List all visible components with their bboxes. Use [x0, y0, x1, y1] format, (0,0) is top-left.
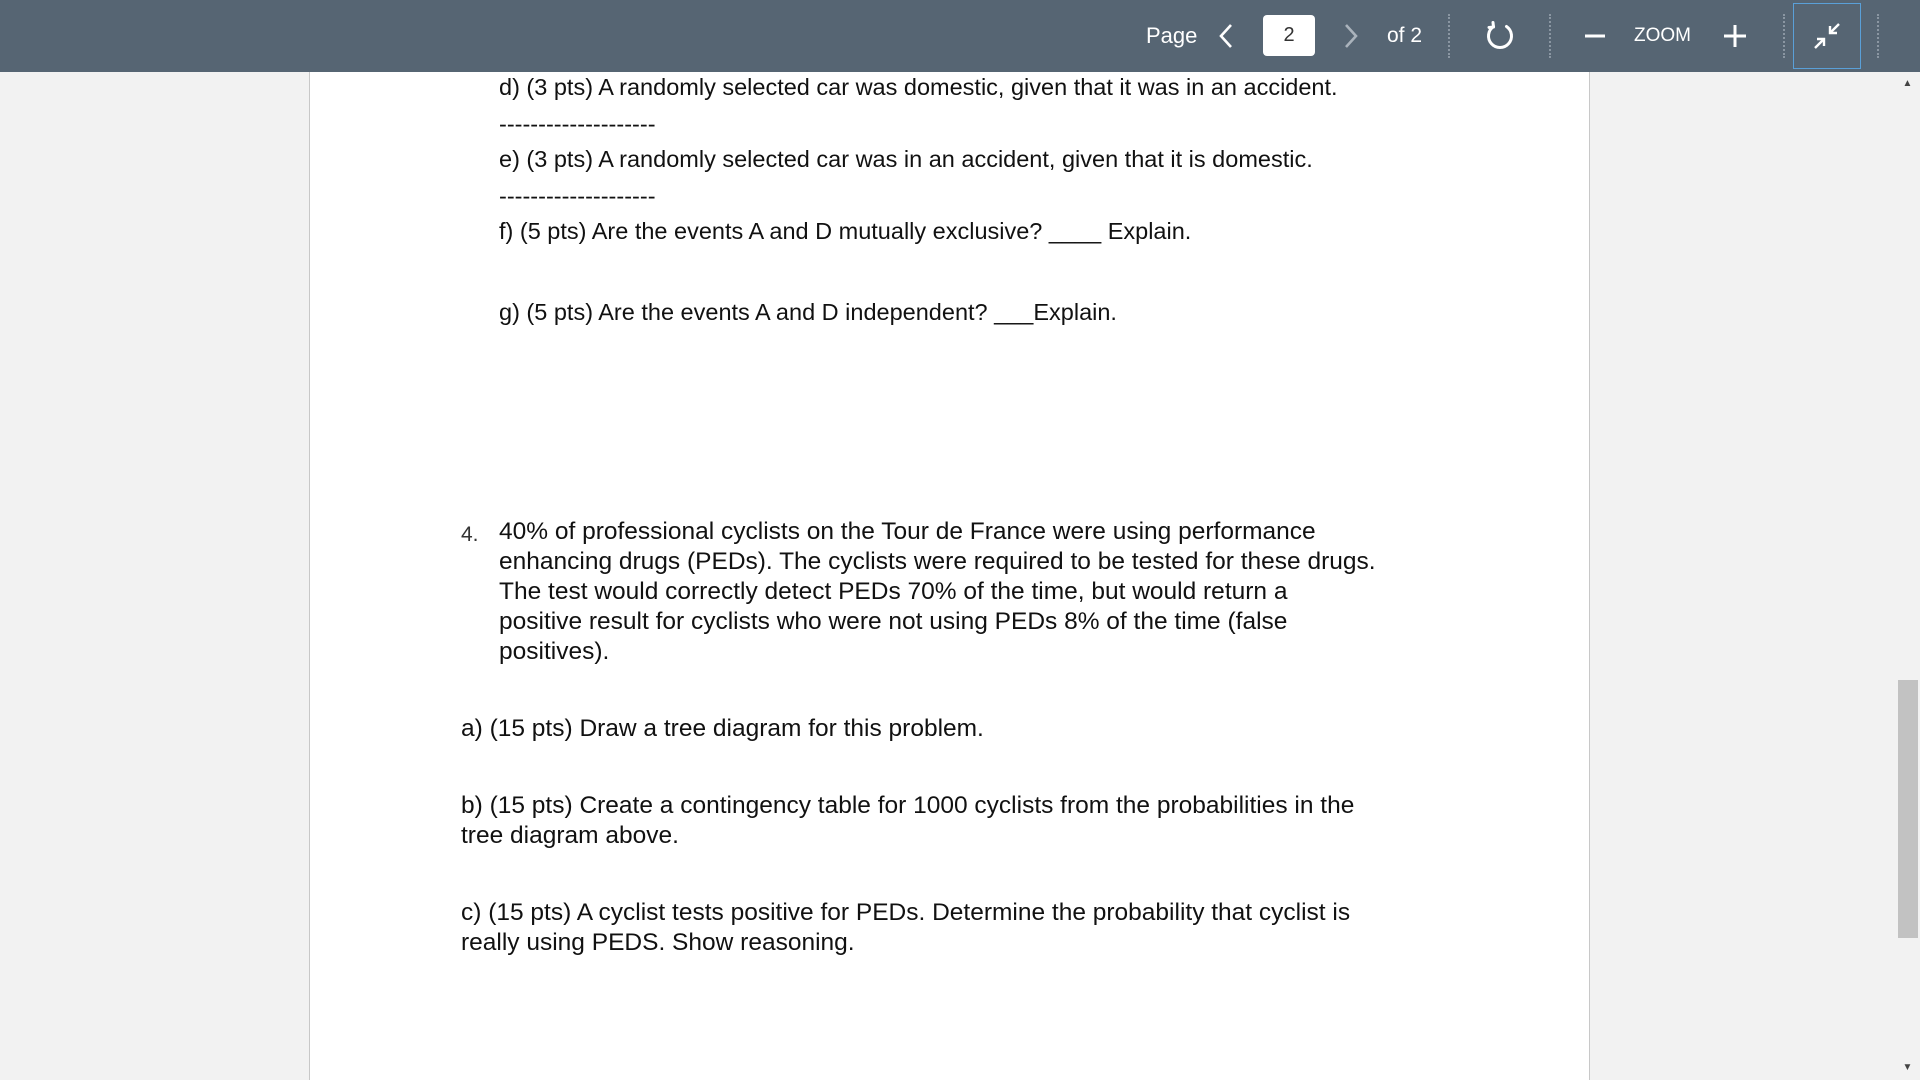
zoom-in-button[interactable] — [1720, 0, 1750, 72]
rotate-icon — [1484, 20, 1516, 52]
question-4-text: 40% of professional cyclists on the Tour de France were using performance enhancing drugs (PEDs). The cyclists were required to be tested for these drugs. The test would correctly detect PEDs 70% of the time, but would return a positive result for cyclists who were not using PEDs 8% of the time (false positives). — [499, 518, 1376, 665]
question-3d: d) (3 pts) A randomly selected car was domestic, given that it was in an accident. — [499, 74, 1338, 100]
document-page — [309, 72, 1590, 1080]
vertical-scrollbar[interactable] — [1895, 72, 1920, 1080]
page-count-label: of 2 — [1387, 24, 1423, 47]
answer-blank: -------------------- — [499, 111, 656, 137]
zoom-label: ZOOM — [1634, 25, 1691, 46]
scroll-up-icon[interactable]: ▲ — [1902, 78, 1913, 89]
chevron-left-icon — [1218, 23, 1234, 49]
zoom-out-button[interactable] — [1580, 0, 1610, 72]
scroll-down-icon[interactable]: ▼ — [1902, 1062, 1913, 1073]
minus-icon — [1584, 25, 1606, 47]
next-page-button[interactable] — [1337, 0, 1365, 72]
toolbar-divider — [1448, 14, 1450, 58]
toolbar-divider — [1549, 14, 1551, 58]
question-4-number: 4. — [461, 523, 479, 546]
document-viewer[interactable] — [0, 72, 1920, 1080]
plus-icon — [1723, 24, 1747, 48]
question-3f: f) (5 pts) Are the events A and D mutually exclusive? ____ Explain. — [499, 218, 1192, 244]
chevron-right-icon — [1343, 23, 1359, 49]
answer-blank: -------------------- — [499, 183, 656, 209]
question-4c: c) (15 pts) A cyclist tests positive for PEDs. Determine the probability that cyclist is really using PEDS. Show reasoning. — [461, 899, 1351, 956]
collapse-icon — [1813, 22, 1841, 50]
page-label: Page — [1146, 23, 1198, 48]
pdf-toolbar — [0, 0, 1920, 72]
toolbar-divider — [1783, 14, 1785, 58]
page-number-input[interactable] — [1263, 15, 1315, 56]
prev-page-button[interactable] — [1212, 0, 1240, 72]
exit-fullscreen-button[interactable] — [1793, 3, 1861, 69]
question-3g: g) (5 pts) Are the events A and D independent? ___Explain. — [499, 299, 1117, 325]
toolbar-divider — [1877, 14, 1879, 58]
question-4b: b) (15 pts) Create a contingency table for 1000 cyclists from the probabilities in the tree diagram above. — [461, 792, 1355, 849]
question-3e: e) (3 pts) A randomly selected car was in an accident, given that it is domestic. — [499, 146, 1313, 172]
question-4a: a) (15 pts) Draw a tree diagram for this problem. — [461, 715, 984, 742]
scrollbar-thumb[interactable] — [1898, 680, 1918, 938]
rotate-button[interactable] — [1482, 0, 1518, 72]
